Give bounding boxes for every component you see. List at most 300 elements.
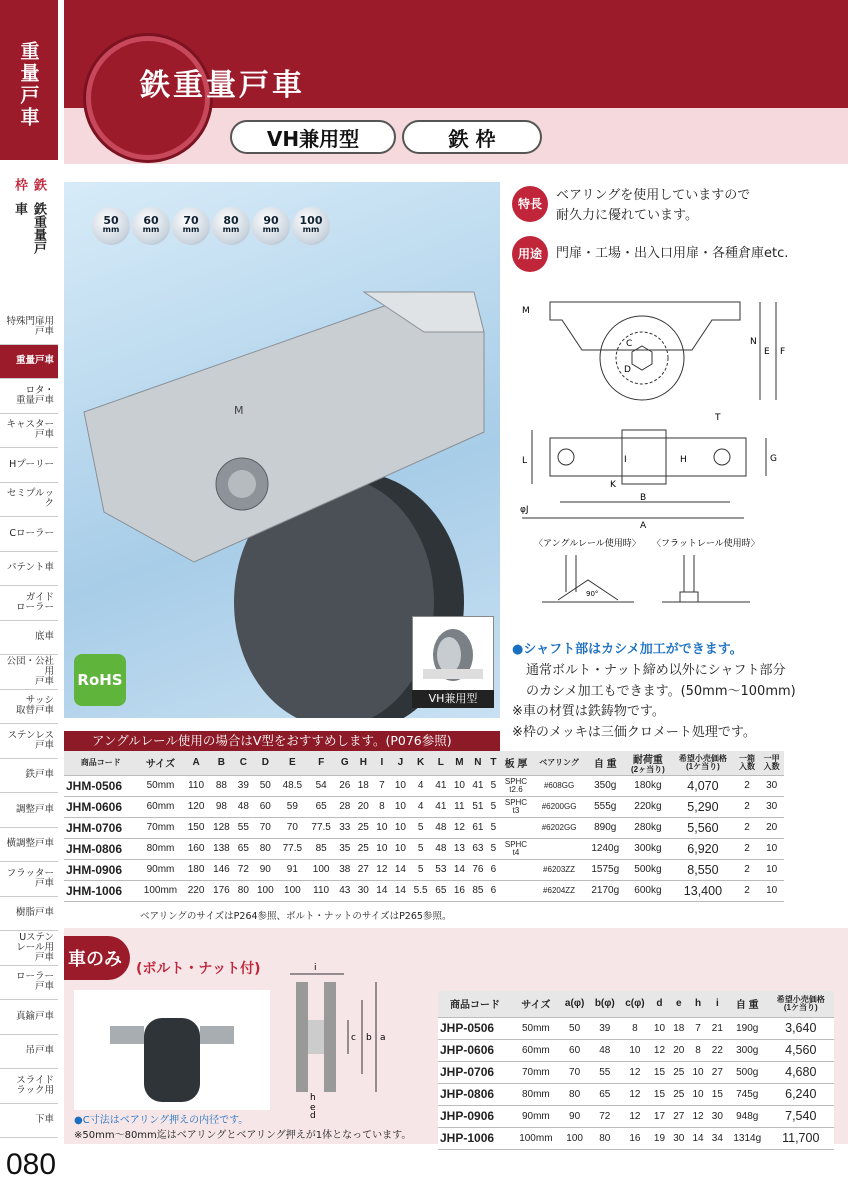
wheel-col-header-label: サイズ: [521, 1000, 551, 1012]
table-cell: JHP-0706: [438, 1061, 512, 1083]
table-cell: 190g: [727, 1017, 768, 1039]
wheel-only-photo: [74, 990, 270, 1110]
table-cell: 98: [209, 796, 234, 817]
wheel-col-header-label: 希望小売価格: [776, 994, 825, 1004]
wheel-col-header: [438, 991, 512, 1017]
table-cell: 12: [650, 1039, 669, 1061]
table-cell: 48.5: [278, 775, 307, 796]
table-cell: 150: [183, 817, 208, 838]
table-cell: 5: [410, 817, 432, 838]
spec-col-header-label: ベアリング: [539, 757, 579, 767]
table-row: [438, 1127, 834, 1149]
table-cell: 54: [307, 775, 336, 796]
size-badge: [252, 207, 290, 245]
table-cell: 77.5: [307, 817, 336, 838]
note-caulking-detail2: のカシメ加工もできます。(50mm〜100mm): [526, 683, 796, 699]
table-cell: 27: [669, 1105, 688, 1127]
spec-col-header: [735, 751, 760, 775]
table-cell: 10: [650, 1017, 669, 1039]
page-number: 080: [6, 1148, 57, 1181]
wheel-dim-i: i: [314, 963, 317, 973]
sidebar-item[interactable]: 真鍮戸車: [0, 1000, 58, 1035]
table-cell: 35: [336, 838, 355, 859]
table-cell: 7: [373, 775, 392, 796]
dim-label-b: B: [640, 493, 647, 503]
table-cell: 5,560: [671, 817, 735, 838]
wheel-note-bearing: ※50mm〜80mm迄はベアリングとベアリング押えが1体となっています。: [74, 1129, 412, 1141]
table-cell: SPHC t4: [500, 838, 533, 859]
size-badge-unit: mm: [182, 225, 200, 234]
sidebar-item[interactable]: 横調整戸車: [0, 828, 58, 863]
sidebar-item[interactable]: 鉄戸車: [0, 759, 58, 794]
table-cell: 72: [590, 1105, 621, 1127]
table-cell: 65: [432, 880, 451, 901]
table-cell: 10: [688, 1083, 707, 1105]
page-title: 鉄重量戸車: [140, 68, 305, 103]
flat-rail-caption: 〈フラットレール使用時〉: [652, 539, 760, 549]
spec-table: [64, 751, 784, 902]
table-cell: 10: [391, 775, 410, 796]
spec-col-header: [586, 751, 625, 775]
table-cell: 90mm: [512, 1105, 560, 1127]
table-cell: 18: [669, 1017, 688, 1039]
table-cell: 50: [560, 1017, 590, 1039]
inset-wheel-illustration: [413, 617, 493, 691]
table-cell: 12: [620, 1105, 650, 1127]
table-cell: 100mm: [138, 880, 184, 901]
feature-text-line1: ベアリングを使用していますので: [556, 188, 751, 203]
table-cell: #6200GG: [532, 796, 585, 817]
sidebar-item[interactable]: 調整戸車: [0, 793, 58, 828]
dim-label-l: L: [522, 456, 528, 466]
table-cell: 80: [590, 1127, 621, 1149]
sidebar-item[interactable]: Hプーリー: [0, 448, 58, 483]
wheel-note-c: ●C寸法はベアリング押えの内径です。: [74, 1115, 249, 1126]
table-cell: 20: [354, 796, 373, 817]
table-cell: 5: [487, 817, 499, 838]
spec-col-header-label: 耐荷重: [632, 755, 663, 767]
angle-label: 90°: [586, 590, 599, 598]
table-cell: 70: [278, 817, 307, 838]
table-row: [64, 880, 784, 901]
table-cell: 220: [183, 880, 208, 901]
sub-category-line2: 鉄重量戸車: [12, 202, 46, 255]
wheel-dim-d: d: [310, 1111, 316, 1120]
size-badge: [92, 207, 130, 245]
table-cell: JHP-1006: [438, 1127, 512, 1149]
type-pill: VH兼用型: [230, 120, 396, 154]
table-cell: 39: [234, 775, 253, 796]
table-cell: JHM-0806: [64, 838, 138, 859]
table-cell: 13,400: [671, 880, 735, 901]
rohs-badge: RoHS: [74, 654, 126, 706]
frame-pill: 鉄 枠: [402, 120, 542, 154]
table-cell: 500g: [727, 1061, 768, 1083]
size-badge: [172, 207, 210, 245]
spec-col-header-label: C: [239, 757, 247, 769]
table-cell: 2: [735, 775, 760, 796]
wheel-only-table-header: [438, 991, 834, 1017]
wheel-only-table-body: [438, 1017, 834, 1149]
size-badge-unit: mm: [302, 225, 320, 234]
size-badge-number: 100: [299, 214, 323, 227]
sidebar-item[interactable]: セミプルック: [0, 483, 58, 518]
spec-col-header-label: L: [437, 757, 444, 769]
size-badge-unit: mm: [222, 225, 240, 234]
wheel-col-header: [768, 991, 834, 1017]
table-cell: 77.5: [278, 838, 307, 859]
table-cell: 70: [560, 1061, 590, 1083]
table-cell: 14: [450, 859, 469, 880]
sidebar-item[interactable]: フラッター 戸車: [0, 862, 58, 897]
svg-text:M: M: [234, 404, 244, 417]
sidebar-item[interactable]: Cローラー: [0, 517, 58, 552]
table-cell: 10: [373, 838, 392, 859]
table-cell: 30: [669, 1127, 688, 1149]
spec-col-header-label: A: [192, 757, 200, 769]
spec-col-header: [253, 751, 278, 775]
table-cell: 5: [410, 838, 432, 859]
wheel-dim-h: h: [310, 1093, 316, 1103]
sidebar-item[interactable]: ステンレス 戸車: [0, 724, 58, 759]
table-cell: 10: [391, 817, 410, 838]
wheel-col-header-label: i: [715, 998, 719, 1010]
table-cell: JHM-0606: [64, 796, 138, 817]
table-cell: 300g: [727, 1039, 768, 1061]
table-cell: 7: [688, 1017, 707, 1039]
table-cell: 948g: [727, 1105, 768, 1127]
spec-col-header-label: G: [340, 757, 349, 769]
table-cell: 10: [450, 775, 469, 796]
table-row: [438, 1039, 834, 1061]
spec-col-header: [278, 751, 307, 775]
table-cell: 48: [590, 1039, 621, 1061]
table-cell: [500, 880, 533, 901]
table-cell: 2: [735, 796, 760, 817]
table-cell: 128: [209, 817, 234, 838]
table-cell: #6202GG: [532, 817, 585, 838]
feature-tag: 特長: [512, 186, 548, 222]
wheel-col-header: [688, 991, 707, 1017]
table-cell: 39: [590, 1017, 621, 1039]
size-badge-number: 50: [103, 214, 119, 227]
table-cell: 5: [410, 859, 432, 880]
table-cell: 65: [234, 838, 253, 859]
table-cell: 28: [336, 796, 355, 817]
dim-label-h: H: [680, 455, 687, 465]
table-row: [438, 1061, 834, 1083]
wheel-col-header-label: e: [675, 998, 682, 1010]
table-cell: 6,240: [768, 1083, 834, 1105]
sidebar-item[interactable]: パテント車: [0, 552, 58, 587]
table-row: [64, 775, 784, 796]
table-cell: 19: [650, 1127, 669, 1149]
table-cell: JHM-0906: [64, 859, 138, 880]
table-row: [64, 796, 784, 817]
wheel-only-illustration: [74, 990, 270, 1110]
sidebar-item[interactable]: 底車: [0, 621, 58, 656]
table-cell: 33: [336, 817, 355, 838]
table-cell: 27: [354, 859, 373, 880]
table-cell: 11,700: [768, 1127, 834, 1149]
table-cell: 14: [373, 880, 392, 901]
table-cell: 60mm: [512, 1039, 560, 1061]
table-cell: 25: [354, 817, 373, 838]
spec-col-header-label: 一箱 入数: [739, 753, 756, 771]
table-cell: 160: [183, 838, 208, 859]
spec-col-header-label: 一甲 入数: [763, 753, 780, 771]
table-cell: 10: [759, 838, 784, 859]
note-material: ※車の材質は鉄鋳物です。: [512, 704, 665, 720]
table-cell: 41: [432, 775, 451, 796]
table-cell: 7,540: [768, 1105, 834, 1127]
table-cell: 12: [620, 1083, 650, 1105]
table-cell: 2: [735, 838, 760, 859]
table-cell: 2: [735, 859, 760, 880]
wheel-only-label: 車のみ: [64, 936, 130, 980]
spec-col-header: [487, 751, 499, 775]
wheel-col-subheader: (1ケ当り): [783, 1002, 818, 1012]
table-cell: 41: [432, 796, 451, 817]
spec-col-header: [373, 751, 392, 775]
wheel-dim-b: b: [366, 1033, 372, 1043]
table-cell: 91: [278, 859, 307, 880]
table-cell: JHP-0606: [438, 1039, 512, 1061]
sidebar-item[interactable]: 下車: [0, 1104, 58, 1139]
spec-col-header: [64, 751, 138, 775]
feature-text: [556, 186, 750, 226]
table-cell: 10: [391, 838, 410, 859]
table-cell: 100: [278, 880, 307, 901]
spec-col-header-label: T: [490, 757, 497, 769]
table-cell: 25: [669, 1083, 688, 1105]
table-cell: 14: [391, 880, 410, 901]
table-cell: 4: [410, 796, 432, 817]
size-badge: [212, 207, 250, 245]
size-badge: [292, 207, 330, 245]
feature-block: [512, 186, 750, 226]
table-cell: 80: [560, 1083, 590, 1105]
table-cell: 30: [759, 775, 784, 796]
category-tab[interactable]: 重量戸車: [0, 0, 58, 160]
table-cell: 76: [469, 859, 488, 880]
wheel-dim-c: c: [351, 1033, 356, 1043]
table-cell: 5: [487, 796, 499, 817]
wheel-only-diagram: [280, 960, 400, 1120]
table-cell: 12: [450, 817, 469, 838]
wheel-col-header: [727, 991, 768, 1017]
spec-col-header: [432, 751, 451, 775]
table-cell: SPHC t3: [500, 796, 533, 817]
table-cell: 2: [735, 817, 760, 838]
dim-label-e: E: [764, 347, 770, 357]
spec-col-header-label: 商品コード: [80, 757, 121, 767]
table-cell: 59: [278, 796, 307, 817]
spec-col-header: [671, 751, 735, 775]
table-cell: 60: [560, 1039, 590, 1061]
table-cell: 50mm: [138, 775, 184, 796]
table-cell: 43: [336, 880, 355, 901]
table-cell: 55: [234, 817, 253, 838]
table-cell: 1575g: [586, 859, 625, 880]
table-cell: 15: [650, 1061, 669, 1083]
table-cell: 48: [234, 796, 253, 817]
table-cell: 8: [688, 1039, 707, 1061]
dim-label-n: N: [750, 337, 757, 347]
sub-category-line1: 鉄枠: [12, 178, 46, 191]
table-cell: 100: [307, 859, 336, 880]
sidebar-item[interactable]: ガイド ローラー: [0, 586, 58, 621]
spec-col-header-label: E: [289, 757, 296, 769]
spec-col-subheader: (2ヶ当り): [631, 765, 665, 775]
size-badges: [92, 207, 330, 245]
sidebar-item[interactable]: 樹脂戸車: [0, 897, 58, 932]
table-cell: 41: [469, 775, 488, 796]
table-cell: 176: [209, 880, 234, 901]
table-row: [64, 838, 784, 859]
sidebar-item[interactable]: Uステン レール用 戸車: [0, 931, 58, 966]
wheel-dim-a: a: [380, 1033, 386, 1043]
note-caulking: ●シャフト部はカシメ加工ができます。: [512, 642, 743, 657]
sidebar-item[interactable]: 特殊門扉用 戸車: [0, 310, 58, 345]
sidebar-item[interactable]: 吊戸車: [0, 1035, 58, 1070]
wheel-col-header-label: b(φ): [594, 998, 615, 1010]
table-cell: 3,640: [768, 1017, 834, 1039]
table-cell: 110: [307, 880, 336, 901]
usage-text: 門扉・工場・出入口用扉・各種倉庫etc.: [556, 246, 789, 261]
table-cell: 745g: [727, 1083, 768, 1105]
notes: [512, 640, 796, 744]
table-cell: 65: [307, 796, 336, 817]
wheel-col-header: [650, 991, 669, 1017]
table-cell: 34: [708, 1127, 727, 1149]
table-cell: 555g: [586, 796, 625, 817]
dim-label-i: I: [624, 455, 627, 465]
table-cell: 25: [669, 1061, 688, 1083]
spec-col-header-label: J: [397, 757, 404, 769]
table-cell: 80mm: [512, 1083, 560, 1105]
table-cell: 8,550: [671, 859, 735, 880]
spec-col-header-label: サイズ: [145, 759, 176, 771]
table-cell: 61: [469, 817, 488, 838]
spec-col-header: [500, 751, 533, 775]
sidebar-item[interactable]: サッシ 取替戸車: [0, 690, 58, 725]
table-cell: SPHC t2.6: [500, 775, 533, 796]
usage-tag: 用途: [512, 236, 548, 272]
table-cell: 100: [253, 880, 278, 901]
table-cell: 70mm: [138, 817, 184, 838]
table-cell: 180kg: [625, 775, 671, 796]
table-row: [64, 859, 784, 880]
table-cell: JHM-1006: [64, 880, 138, 901]
table-cell: JHP-0506: [438, 1017, 512, 1039]
spec-table-header: [64, 751, 784, 775]
table-cell: 1240g: [586, 838, 625, 859]
table-cell: 50: [253, 775, 278, 796]
inset-caption: VH兼用型: [412, 690, 494, 708]
table-cell: 12: [373, 859, 392, 880]
table-cell: 8: [620, 1017, 650, 1039]
size-badge-number: 80: [223, 214, 239, 227]
dim-label-f: F: [780, 347, 786, 357]
table-cell: [500, 859, 533, 880]
sidebar-item[interactable]: 重量戸車: [0, 345, 58, 380]
table-cell: 100mm: [512, 1127, 560, 1149]
table-cell: 30: [708, 1105, 727, 1127]
table-cell: 17: [650, 1105, 669, 1127]
sidebar-item[interactable]: ローラー 戸車: [0, 966, 58, 1001]
table-cell: 70: [253, 817, 278, 838]
table-row: [438, 1105, 834, 1127]
spec-table-body: [64, 775, 784, 901]
table-cell: [532, 838, 585, 859]
table-cell: 53: [432, 859, 451, 880]
spec-col-header: [354, 751, 373, 775]
table-cell: 5: [487, 775, 499, 796]
table-cell: 5.5: [410, 880, 432, 901]
size-badge: [132, 207, 170, 245]
table-cell: [500, 817, 533, 838]
size-badge-number: 70: [183, 214, 199, 227]
sub-category: [10, 178, 48, 258]
spec-col-header: [450, 751, 469, 775]
size-badge-unit: mm: [102, 225, 120, 234]
spec-col-header: [625, 751, 671, 775]
dim-label-d: D: [624, 365, 631, 375]
table-cell: 26: [336, 775, 355, 796]
table-cell: 30: [759, 796, 784, 817]
table-cell: 27: [708, 1061, 727, 1083]
spec-col-header: [532, 751, 585, 775]
table-cell: 146: [209, 859, 234, 880]
sidebar-item[interactable]: スライド ラック用: [0, 1069, 58, 1104]
wheel-dim-e: e: [310, 1103, 316, 1113]
table-cell: 13: [450, 838, 469, 859]
spec-col-subheader: (1ケ当り): [686, 761, 720, 771]
sidebar: [0, 0, 58, 1200]
sidebar-nav: [0, 310, 58, 1138]
table-cell: #6203ZZ: [532, 859, 585, 880]
sidebar-item[interactable]: ロタ・ 重量戸車: [0, 379, 58, 414]
table-cell: 18: [354, 775, 373, 796]
table-cell: 138: [209, 838, 234, 859]
table-cell: 300kg: [625, 838, 671, 859]
wheel-only-sub: (ボルト・ナット付): [136, 961, 261, 977]
size-badge-unit: mm: [142, 225, 160, 234]
sidebar-item[interactable]: キャスター 戸車: [0, 414, 58, 449]
spec-col-header-label: 自 重: [593, 759, 617, 771]
table-cell: 110: [183, 775, 208, 796]
spec-col-header-label: K: [416, 757, 425, 769]
dim-label-m: M: [522, 306, 530, 316]
wheel-col-header-label: a(φ): [564, 998, 585, 1010]
spec-col-header: [759, 751, 784, 775]
table-cell: 16: [620, 1127, 650, 1149]
spec-col-header-label: 希望小売価格: [678, 753, 727, 763]
spec-col-header: [183, 751, 208, 775]
table-cell: 2170g: [586, 880, 625, 901]
table-cell: 90: [560, 1105, 590, 1127]
spec-col-header-label: M: [455, 757, 464, 769]
wheel-col-header: [590, 991, 621, 1017]
table-cell: 90mm: [138, 859, 184, 880]
usage-block: [512, 236, 788, 264]
wheel-col-header-label: 商品コード: [450, 1000, 501, 1012]
dim-label-k: K: [610, 480, 616, 490]
dimension-drawing: [512, 280, 834, 620]
sidebar-item[interactable]: 公団・公社用 戸車: [0, 655, 58, 690]
table-cell: 10: [759, 880, 784, 901]
